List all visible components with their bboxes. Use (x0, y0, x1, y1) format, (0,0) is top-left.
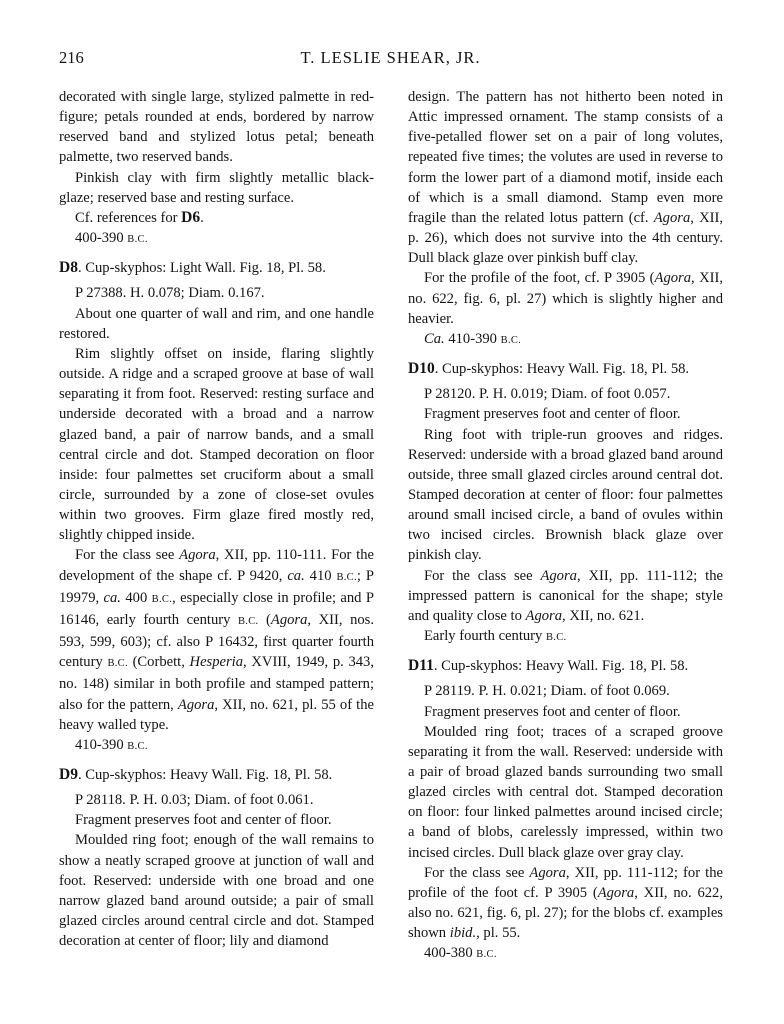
d8-inventory: P 27388. H. 0.078; Diam. 0.167. (75, 285, 265, 302)
d10-description: Ring foot with triple-run grooves and ridges. Reserved: underside with a broad glazed band around outside, three small glazed circles around central dot. Stamped decoration at center of floor: four palmettes around small incised circle, a band of ovules within two incised circles. Brownish black glaze over pinkish clay. (408, 426, 723, 564)
d10-date: Early fourth century B.C. (424, 628, 567, 645)
d11-inventory: P 28119. P. H. 0.021; Diam. of foot 0.069. (424, 683, 670, 700)
d7-date: 400-390 B.C. (75, 230, 148, 247)
d7-clay-note: Pinkish clay with firm slightly metallic black-glaze; reserved base and resting surface. (59, 169, 374, 206)
d9-profile-reference: For the profile of the foot, cf. P 3905 (Agora, XII, no. 622, fig. 6, pl. 27) which is slightly higher and heavier. (408, 270, 723, 327)
d10-catalogue-id: D10 (408, 360, 435, 378)
d10-class-references: For the class see Agora, XII, pp. 111-112; the impressed pattern is canonical for the shape; style and quality close to Agora, XII, no. 621. (408, 567, 724, 624)
d11-catalogue-id: D11 (408, 657, 434, 675)
page-number: 216 (59, 48, 84, 67)
d8-heading: D8. Cup-skyphos: Light Wall. Fig. 18, Pl. 58. (59, 259, 326, 277)
d7-description-continued: decorated with single large, stylized palmette in red-figure; petals rounded at ends, bordered by narrow reserved band and stylized lotus petal; beneath palmette, two reserved bands. (59, 89, 374, 166)
d9-description-continued: design. The pattern has not hitherto been noted in Attic impressed ornament. The stamp consists of a five-petalled flower set on a pair of long volutes, repeated five times; the volutes are used in reverse to form the lower part of a diamond motif, inside each of which is a small diamond. Stamp even more fragile than the related lotus pattern (cf. Agora, XII, p. 26), which does not survive into the 4th century. Dull black glaze over pinkish buff clay. (408, 89, 723, 267)
running-title: T. LESLIE SHEAR, JR. (300, 48, 481, 67)
d8-condition: About one quarter of wall and rim, and one handle restored. (59, 305, 374, 342)
d11-class-references: For the class see Agora, XII, pp. 111-112; for the profile of the foot cf. P 3905 (Agora, XII, no. 622, also no. 621, fig. 6, pl. 27); for the blobs cf. examples shown ibid., pl. 55. (408, 864, 723, 942)
left-column (59, 87, 374, 951)
d6-reference: D6 (181, 208, 201, 226)
right-column (408, 87, 723, 966)
d8-description: Rim slightly offset on inside, flaring slightly outside. A ridge and a scraped groove at base of wall separating it from foot. Reserved: resting surface and underside decorated with a broad and a narrow glazed band, a pair of narrow bands, and a small central circle and dot. Stamped decoration on floor inside: four palmettes set cruciform about a small circle, surrounded by a zone of close-set ovules within two grooves. Firm glaze fired mostly red, slightly chipped inside. (59, 345, 374, 544)
d9-description: Moulded ring foot; enough of the wall remains to show a neatly scraped groove at junction of wall and foot. Reserved: underside with one broad and one narrow glazed band around outside; a pair of small glazed circles around central circle and dot. Stamped decoration at center of floor; lily and diamond (59, 832, 374, 950)
d10-inventory: P 28120. P. H. 0.019; Diam. of foot 0.057. (424, 386, 671, 403)
d10-fragment-note: Fragment preserves foot and center of floor. (424, 406, 681, 423)
d11-heading: D11. Cup-skyphos: Heavy Wall. Fig. 18, Pl. 58. (408, 657, 689, 675)
d11-date: 400-380 B.C. (424, 945, 497, 962)
d9-catalogue-id: D9 (59, 766, 78, 783)
d8-catalogue-id: D8 (59, 259, 78, 277)
d10-heading: D10. Cup-skyphos: Heavy Wall. Fig. 18, Pl. 58. (408, 360, 690, 378)
d11-fragment-note: Fragment preserves foot and center of floor. (424, 703, 681, 720)
d8-class-references: For the class see Agora, XII, pp. 110-111. For the development of the shape cf. P 9420, ca. 410 B.C.; P 19979, ca. 400 B.C., especially close in profile; and P 16146, early fourth century B.C. (Agora, XII, nos. 593, 599, 603); cf. also P 16432, first quarter fourth century B.C. (Corbett, Hesperia, XVIII, 1949, p. 343, no. 148) similar in both profile and stamped pattern; also for the pattern, Agora, XII, no. 621, pl. 55 of the heavy walled type. (59, 547, 375, 733)
d11-description: Moulded ring foot; traces of a scraped groove separating it from the wall. Reserved: underside with a pair of broad glazed bands surrounding two small glazed circles with central dot. Stamped decoration on floor: four linked palmettes around incised circle; a band of blobs, carelessly impressed, within two incised circles. Dull black glaze over gray clay. (408, 723, 723, 861)
d9-date: Ca. 410-390 B.C. (424, 330, 522, 347)
running-header (59, 48, 722, 72)
d9-fragment-note: Fragment preserves foot and center of floor. (75, 812, 332, 829)
d9-inventory: P 28118. P. H. 0.03; Diam. of foot 0.061. (75, 792, 314, 809)
d9-heading: D9. Cup-skyphos: Heavy Wall. Fig. 18, Pl. 58. (59, 766, 333, 783)
d7-references: Cf. references for D6. (75, 208, 204, 226)
d8-date: 410-390 B.C. (75, 736, 148, 753)
